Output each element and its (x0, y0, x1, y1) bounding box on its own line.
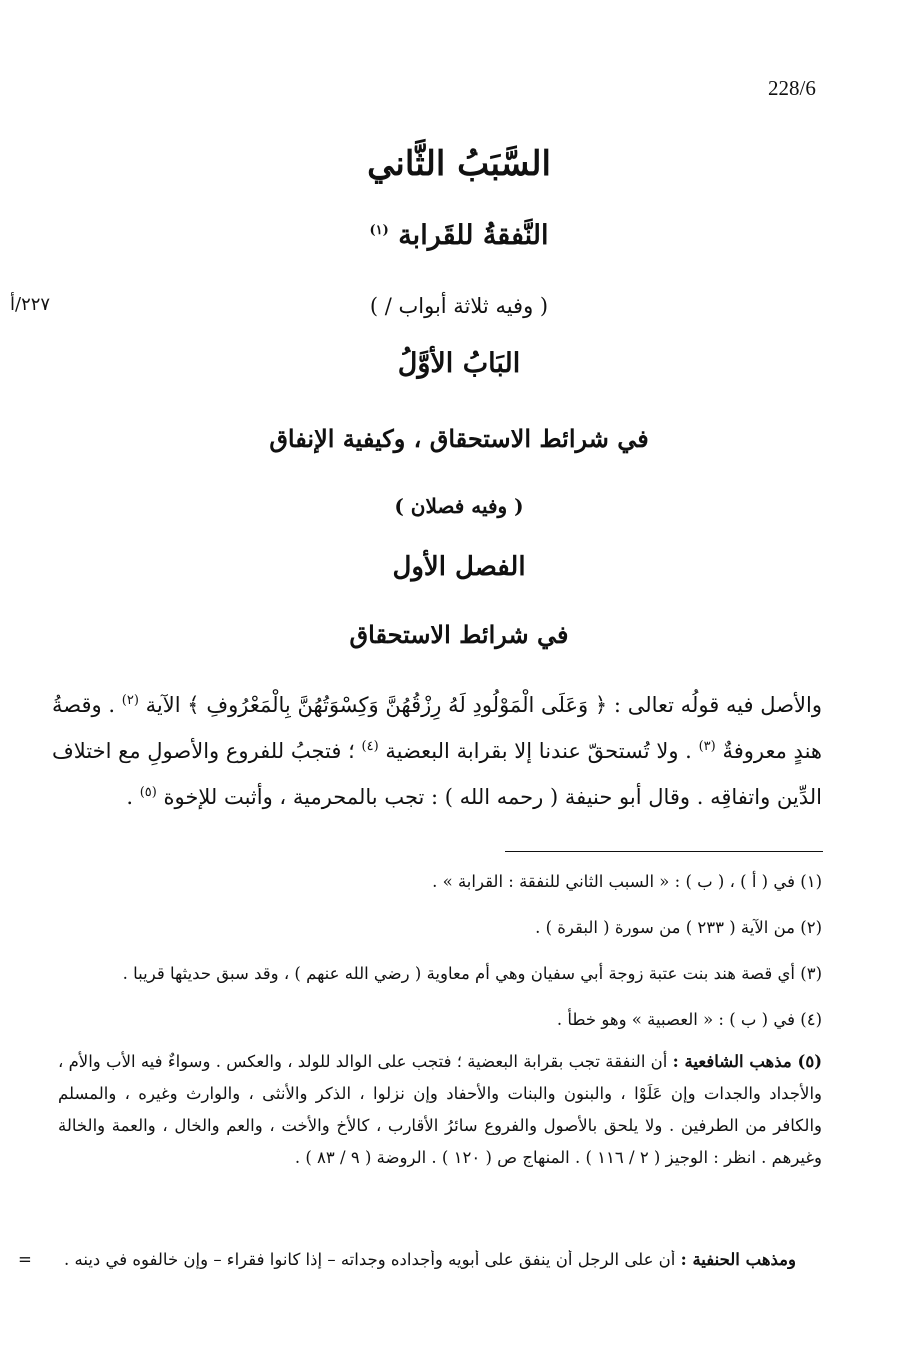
heading-bab-title: في شرائط الاستحقاق ، وكيفية الإنفاق (269, 424, 649, 453)
heading-fasl-title: في شرائط الاستحقاق (349, 620, 569, 649)
footnote-5-text: أن النفقة تجب بقرابة البعضية ؛ فتجب على الوالد للولد ، والعكس . وسواءٌ فيه الأب والأم ، والأجداد والجدات وإن عَلَوْا ، والبنون والبنات والأحفاد وإن نزلوا ، الذكر والأنثى ، والوارث وغيره ، والمسلم والكافر من الطرفين . ولا يلحق بالأصول والفروع سائرُ الأقارب ، كالأخ والأخت ، والعم والخال ، والعمة والخالة وغيرهم . انظر : الوجيز ( ٢ / ١١٦ ) . المنهاج ص ( ١٢٠ ) . الروضة ( ٩ / ٨٣ ) . (58, 1052, 822, 1167)
footnote-ref-5: (٥) (139, 785, 157, 800)
body-segment-1: والأصل فيه قولُه تعالى : ﴿ وَعَلَى الْمَوْلُودِ لَهُ رِزْقُهُنَّ وَكِسْوَتُهُنَّ بِالْمَعْرُوفِ ﴾ الآية (145, 693, 822, 717)
footnote-4: (٤) في ( ب ) : « العصبية » وهو خطأ . (556, 1010, 822, 1029)
main-paragraph (52, 680, 822, 818)
heading-fasl: الفصل الأول (392, 552, 526, 582)
heading-nafaqa-text: النَّفقةُ للقَرابة (398, 220, 549, 251)
footnote-5 (58, 1046, 822, 1174)
body-segment-3: . ولا تُستحقّ عندنا إلا بقرابة البعضية (385, 739, 692, 763)
heading-sabab: السَّبَبُ الثَّاني (367, 144, 551, 184)
footnotes (58, 870, 822, 1196)
footnote-ref-3: (٣) (698, 739, 716, 754)
continuation-mark: = (18, 1250, 32, 1269)
manuscript-folio-note: ٢٢٧/أ (10, 294, 51, 315)
footnote-5-hanafi (18, 1250, 796, 1269)
body-segment-2: . وقصةُ هندٍ معروفةٌ (52, 693, 822, 763)
heading-bab: البَابُ الأوَّلُ (397, 348, 521, 379)
footnote-ref-2: (٢) (121, 693, 139, 708)
body-segment-5: . (126, 785, 134, 809)
hanafi-text: أن على الرجل أن ينفق على أبويه وأجداده وجداته – إذا كانوا فقراء – وإن خالفوه في دينه . (64, 1250, 676, 1269)
body-segment-4: ؛ فتجبُ للفروع والأصولِ مع اختلاف الدِّين واتفاقِه . وقال أبو حنيفة ( رحمه الله ) : تجب بالمحرمية ، وأثبت للإخوة (52, 739, 822, 809)
footnote-ref-1: (١) (369, 223, 389, 238)
footnote-ref-4: (٤) (361, 739, 379, 754)
footnote-3: (٣) أي قصة هند بنت عتبة زوجة أبي سفيان وهي أم معاوية ( رضي الله عنهم ) ، وقد سبق حديثها قريبا . (122, 964, 822, 983)
hanafi-label: ومذهب الحنفية : (680, 1250, 796, 1269)
page-number: 228/6 (768, 76, 816, 100)
heading-nafaqa (0, 220, 918, 251)
heading-contents: ( وفيه ثلاثة أبواب / ) (369, 294, 549, 318)
heading-fasl-contents: ( وفيه فصلان ) (394, 494, 524, 518)
footnote-1: (١) في ( أ ) ، ( ب ) : « السبب الثاني للنفقة : القرابة » . (432, 872, 822, 891)
footnote-2: (٢) من الآية ( ٢٣٣ ) من سورة ( البقرة ) . (535, 918, 822, 937)
footnote-5-label: (٥) مذهب الشافعية : (672, 1052, 822, 1071)
footnote-separator (505, 851, 823, 852)
hanafi-line (64, 1250, 796, 1269)
